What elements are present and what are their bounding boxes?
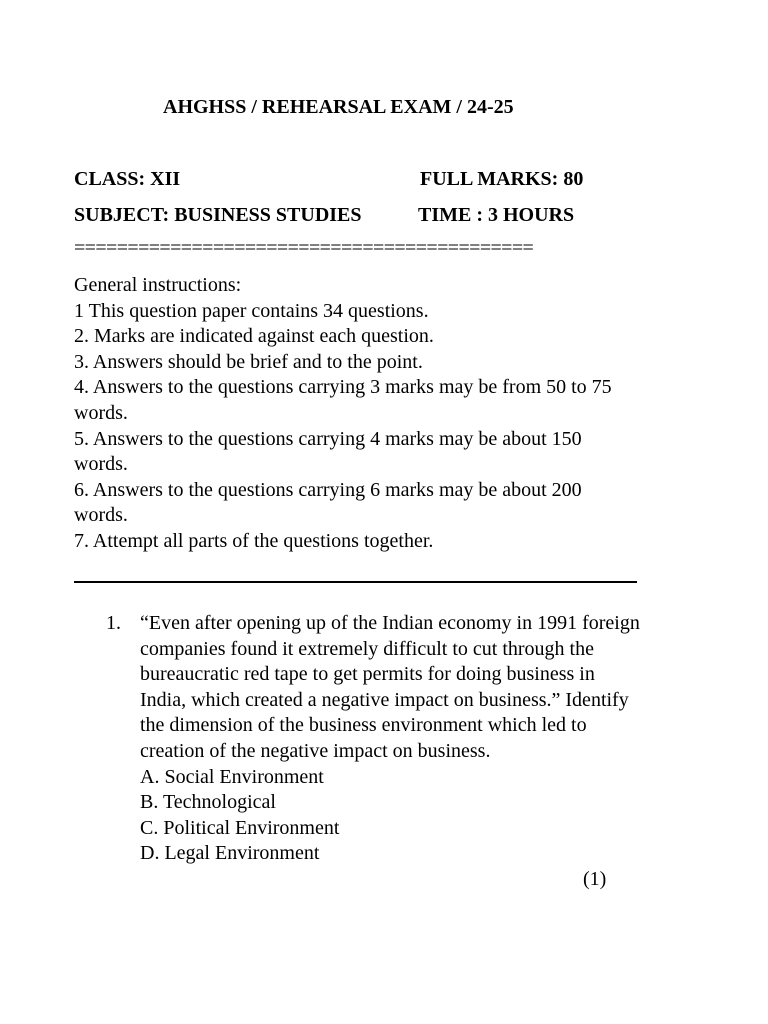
question-marks: (1) xyxy=(583,868,607,890)
class-marks-row xyxy=(74,168,584,191)
time-label: TIME : 3 HOURS xyxy=(418,204,575,226)
instruction-item: 1 This question paper contains 34 questions. xyxy=(74,299,429,322)
instruction-item: 4. Answers to the questions carrying 3 marks may be from 50 to 75 words. xyxy=(74,376,612,424)
subject-label: SUBJECT: BUSINESS STUDIES xyxy=(74,204,362,226)
question-body xyxy=(140,611,640,890)
option-c: C. Political Environment xyxy=(140,816,340,839)
instructions-heading: General instructions: xyxy=(74,274,242,296)
separator-line: =========================================== xyxy=(74,237,534,259)
instruction-item: 6. Answers to the questions carrying 6 marks may be about 200 words. xyxy=(74,478,582,527)
general-instructions xyxy=(74,273,640,555)
instruction-item: 7. Attempt all parts of the questions together. xyxy=(74,529,434,552)
instruction-item: 3. Answers should be brief and to the point. xyxy=(74,350,423,373)
instruction-item: 5. Answers to the questions carrying 4 marks may be about 150 words. xyxy=(74,427,582,476)
full-marks-label: FULL MARKS: 80 xyxy=(420,168,584,190)
option-b: B. Technological xyxy=(140,791,276,814)
instruction-item: 2. Marks are indicated against each question. xyxy=(74,325,434,348)
question-number: 1. xyxy=(106,612,121,634)
option-d: D. Legal Environment xyxy=(140,842,320,865)
option-a: A. Social Environment xyxy=(140,765,324,788)
exam-title: AHGHSS / REHEARSAL EXAM / 24-25 xyxy=(163,96,514,118)
horizontal-rule xyxy=(74,581,637,583)
question-text: “Even after opening up of the Indian economy in 1991 foreign companies found it extremely difficult to cut through the bureaucratic red tape to get permits for doing business in India, which created a negative impact on business.” Identify the dimension of the business environment which led to creation of the negative impact on business. xyxy=(140,612,640,762)
class-label: CLASS: XII xyxy=(74,168,181,190)
subject-time-row xyxy=(74,204,575,227)
